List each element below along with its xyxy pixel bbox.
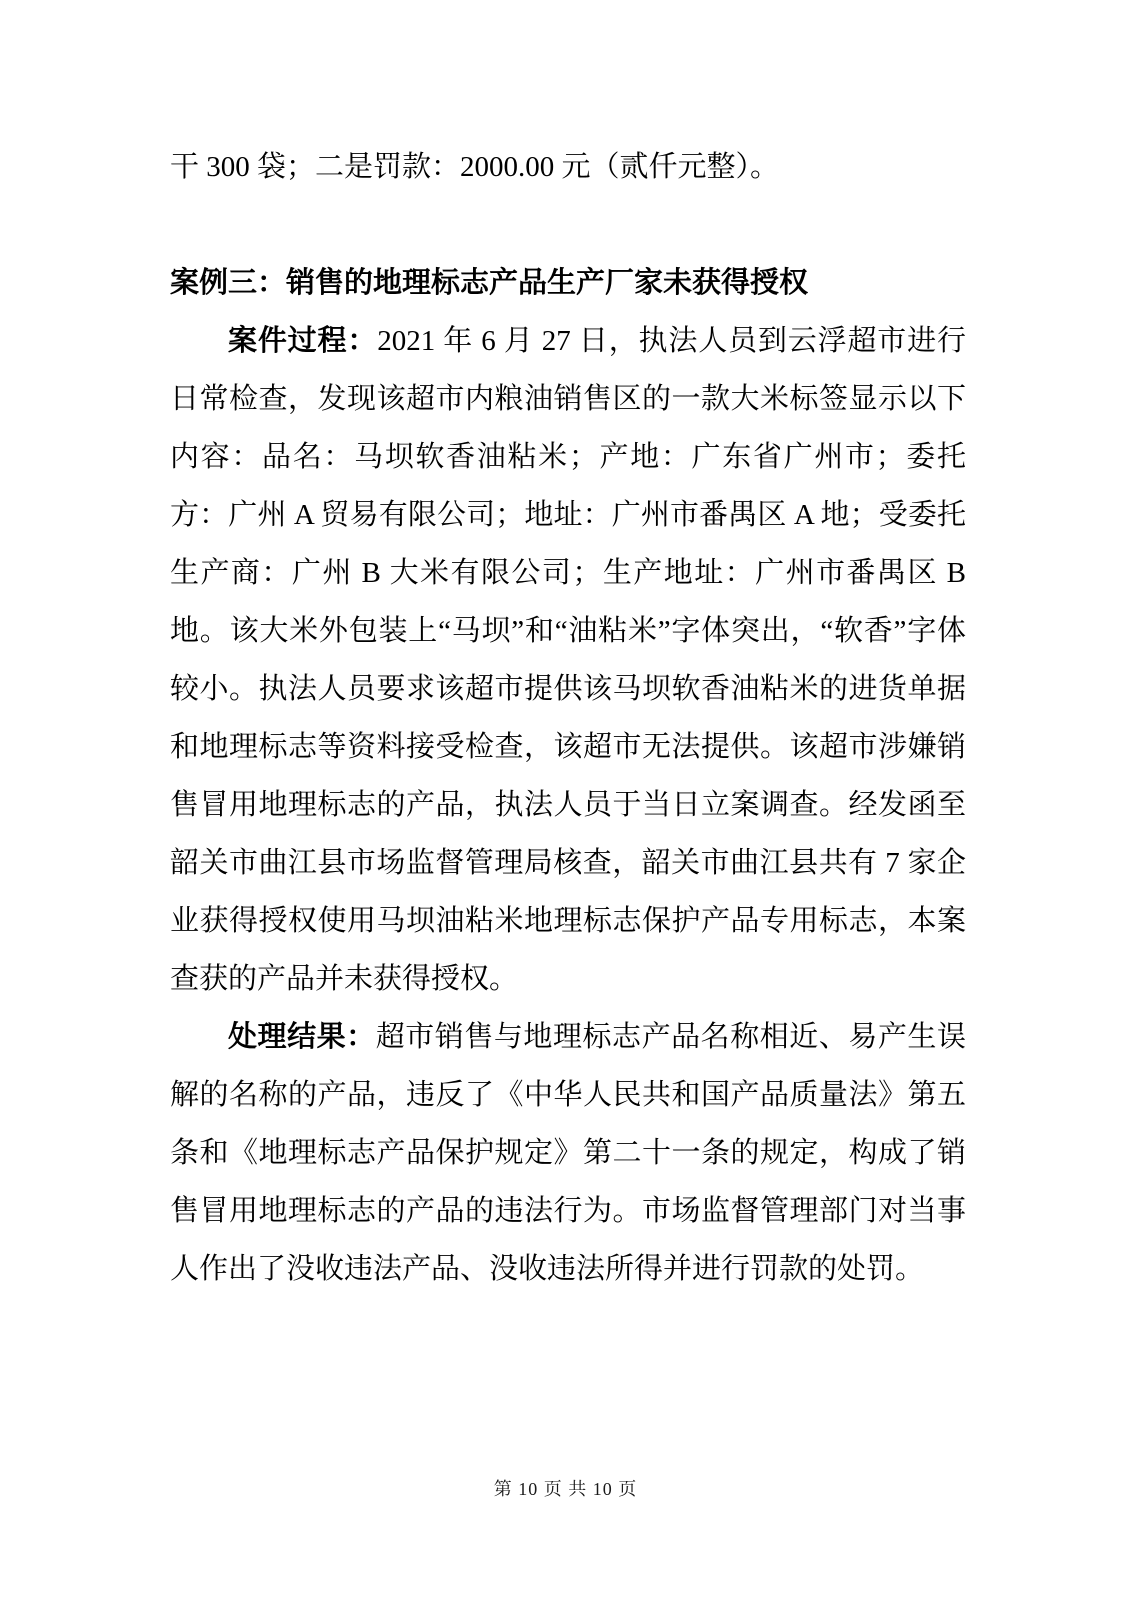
section-heading-case-three: 案例三：销售的地理标志产品生产厂家未获得授权 [170, 267, 809, 299]
page-footer: 第 10 页 共 10 页 [493, 1479, 638, 1499]
paragraph-label-case-process: 案件过程： [228, 325, 378, 357]
paragraph-text-handling-result: 超市销售与地理标志产品名称相近、易产生误解的名称的产品，违反了《中华人民共和国产品质量法》第五条和《地理标志产品保护规定》第二十一条的规定，构成了销售冒用地理标志的产品的违法行为。市场监督管理部门对当事人作出了没收违法产品、没收违法所得并进行罚款的处罚。 [170, 1021, 966, 1285]
paragraph-handling-result [170, 1008, 966, 1298]
paragraph-case-process [170, 312, 966, 1008]
paragraph-label-handling-result: 处理结果： [228, 1021, 376, 1053]
document-content [170, 138, 966, 1298]
paragraph-continuation: 干 300 袋；二是罚款：2000.00 元（贰仟元整）。 [170, 151, 780, 183]
paragraph-text-case-process: 2021 年 6 月 27 日，执法人员到云浮超市进行日常检查，发现该超市内粮油销售区的一款大米标签显示以下内容：品名：马坝软香油粘米；产地：广东省广州市；委托方：广州 A 贸易有限公司；地址：广州市番禺区 A 地；受委托生产商：广州 B 大米有限公司；生产地址：广州市番禺区 B 地。该大米外包装上“马坝”和“油粘米”字体突出，“软香”字体较小。执法人员要求该超市提供该马坝软香油粘米的进货单据和地理标志等资料接受检查，该超市无法提供。该超市涉嫌销售冒用地理标志的产品，执法人员于当日立案调查。经发函至韶关市曲江县市场监督管理局核查，韶关市曲江县共有 7 家企业获得授权使用马坝油粘米地理标志保护产品专用标志，本案查获的产品并未获得授权。 [170, 325, 966, 995]
